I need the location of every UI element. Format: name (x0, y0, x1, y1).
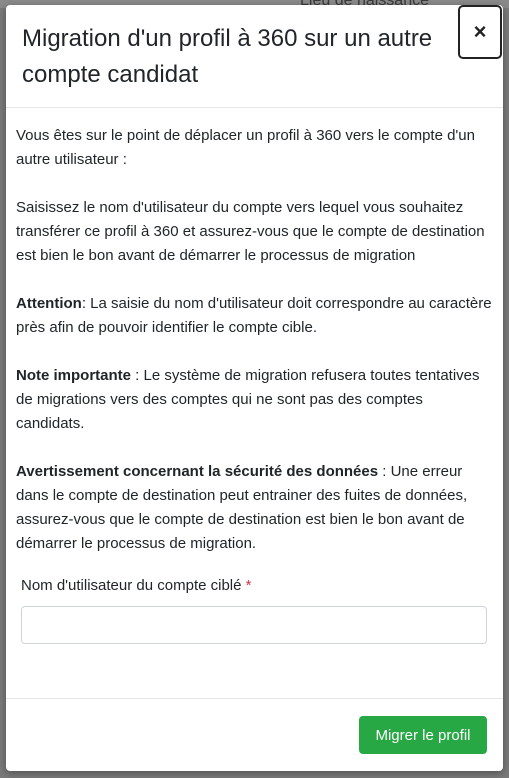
modal-footer (6, 698, 503, 771)
warning-label: Avertissement concernant la sécurité des données (16, 463, 379, 480)
warning-text: : Une erreur dans le compte de destination peut entrainer des fuites de données, assurez-vous que le compte de destination est bien le bon avant de démarrer le processus de migration. (16, 463, 468, 552)
note-paragraph (16, 364, 493, 436)
note-text: : Le système de migration refusera toutes tentatives de migrations vers des comptes qui ne sont pas des comptes candidats. (16, 367, 480, 432)
close-icon: × (473, 19, 487, 44)
username-form-group (16, 574, 493, 644)
username-label-text: Nom d'utilisateur du compte ciblé (21, 577, 242, 594)
modal-title: Migration d'un profil à 360 sur un autre compte candidat (22, 25, 433, 88)
warning-paragraph (16, 460, 493, 556)
migration-modal (6, 5, 503, 771)
modal-body (6, 108, 503, 644)
username-input[interactable] (21, 606, 487, 644)
intro-text: Vous êtes sur le point de déplacer un profil à 360 vers le compte d'un autre utilisateur : (16, 127, 475, 168)
note-label: Note importante (16, 367, 132, 384)
required-mark: * (245, 577, 252, 594)
attention-text: : La saisie du nom d'utilisateur doit correspondre au caractère près afin de pouvoir identifier le compte cible. (16, 295, 492, 336)
close-button[interactable] (458, 5, 502, 59)
username-field-label (21, 574, 487, 598)
migrate-profile-button[interactable]: Migrer le profil (359, 716, 487, 754)
attention-paragraph (16, 292, 493, 340)
modal-header (6, 5, 503, 108)
instruction-text: Saisissez le nom d'utilisateur du compte vers lequel vous souhaitez transférer ce profil à 360 et assurez-vous que le compte de destination est bien le bon avant de démarrer le processus de migration (16, 199, 485, 264)
attention-label: Attention (16, 295, 82, 312)
